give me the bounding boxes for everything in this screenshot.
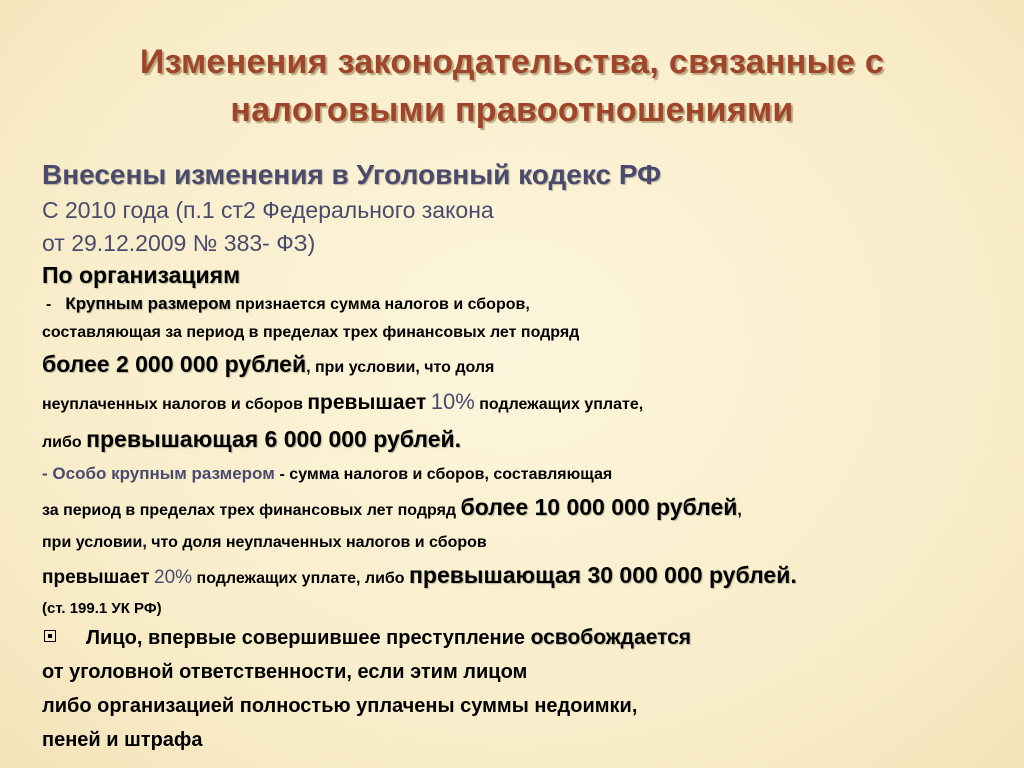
- title-line-1: Изменения законодательства, связанные с: [139, 43, 885, 81]
- especially-text-3: при условии, что доля неуплаченных налогов и сборов: [42, 534, 487, 551]
- especially-text-4: подлежащих уплате, либо: [196, 570, 405, 587]
- org-heading: По организациям: [42, 262, 241, 288]
- large-amount: более 2 000 000 рублей: [42, 351, 307, 377]
- large-size-term: Крупным размером: [65, 294, 231, 313]
- large-text-1: признается сумма налогов и сборов,: [235, 296, 530, 313]
- large-size-row-1: [42, 290, 1002, 319]
- large-size-row-5: [42, 422, 1002, 460]
- large-text-4: неуплаченных налогов и сборов: [42, 396, 303, 413]
- especially-exceeding-amount: превышающая 30 000 000 рублей: [409, 562, 791, 588]
- dash: -: [42, 464, 48, 483]
- dash: -: [46, 296, 52, 313]
- large-text-5: подлежащих уплате,: [479, 396, 644, 413]
- note-line-3: либо организацией полностью уплачены суммы недоимки,: [42, 695, 638, 717]
- note-released: освобождается: [530, 626, 692, 649]
- section-heading: Внесены изменения в Уголовный кодекс РФ: [42, 159, 662, 190]
- especially-row-4: [42, 557, 1002, 597]
- large-exceeding-amount: превышающая 6 000 000 рублей.: [86, 426, 462, 452]
- note-row-1: [42, 621, 1002, 655]
- large-exceeds: превышает: [307, 391, 427, 414]
- slide-body: [42, 156, 1002, 757]
- especially-term: Особо крупным размером: [52, 464, 275, 483]
- title-line-2: налоговыми правоотношениями: [230, 91, 794, 129]
- large-text-3: , при условии, что доля: [306, 359, 495, 376]
- especially-comma: ,: [737, 502, 742, 519]
- note-line-2: от уголовной ответственности, если этим лицом: [42, 661, 528, 683]
- article-reference: (ст. 199.1 УК РФ): [42, 600, 162, 617]
- note-line-1a: Лицо, впервые совершившее преступление: [86, 627, 526, 649]
- large-text-2: составляющая за период в пределах трех финансовых лет подряд: [42, 324, 580, 341]
- especially-amount: более 10 000 000 рублей: [460, 494, 738, 520]
- note-line-4: пеней и штрафа: [42, 729, 203, 751]
- especially-text-2: за период в пределах трех финансовых лет подряд: [42, 502, 457, 519]
- especially-period: .: [790, 562, 797, 588]
- large-pct: 10%: [430, 389, 475, 414]
- slide-title: [30, 38, 994, 134]
- especially-text-1: - сумма налогов и сборов, составляющая: [279, 466, 613, 483]
- checkbox-bullet-icon: [44, 630, 56, 642]
- law-line-1: С 2010 года (п.1 ст2 Федерального закона: [42, 197, 494, 223]
- especially-pct: 20%: [154, 567, 193, 588]
- large-text-6: либо: [42, 434, 82, 451]
- especially-row-1: [42, 460, 1002, 489]
- law-line-2: от 29.12.2009 № 383- ФЗ): [42, 230, 316, 256]
- large-size-row-4: [42, 385, 1002, 422]
- especially-row-2: [42, 489, 1002, 529]
- large-size-row-3: [42, 347, 1002, 385]
- especially-exceeds: превышает: [42, 567, 150, 588]
